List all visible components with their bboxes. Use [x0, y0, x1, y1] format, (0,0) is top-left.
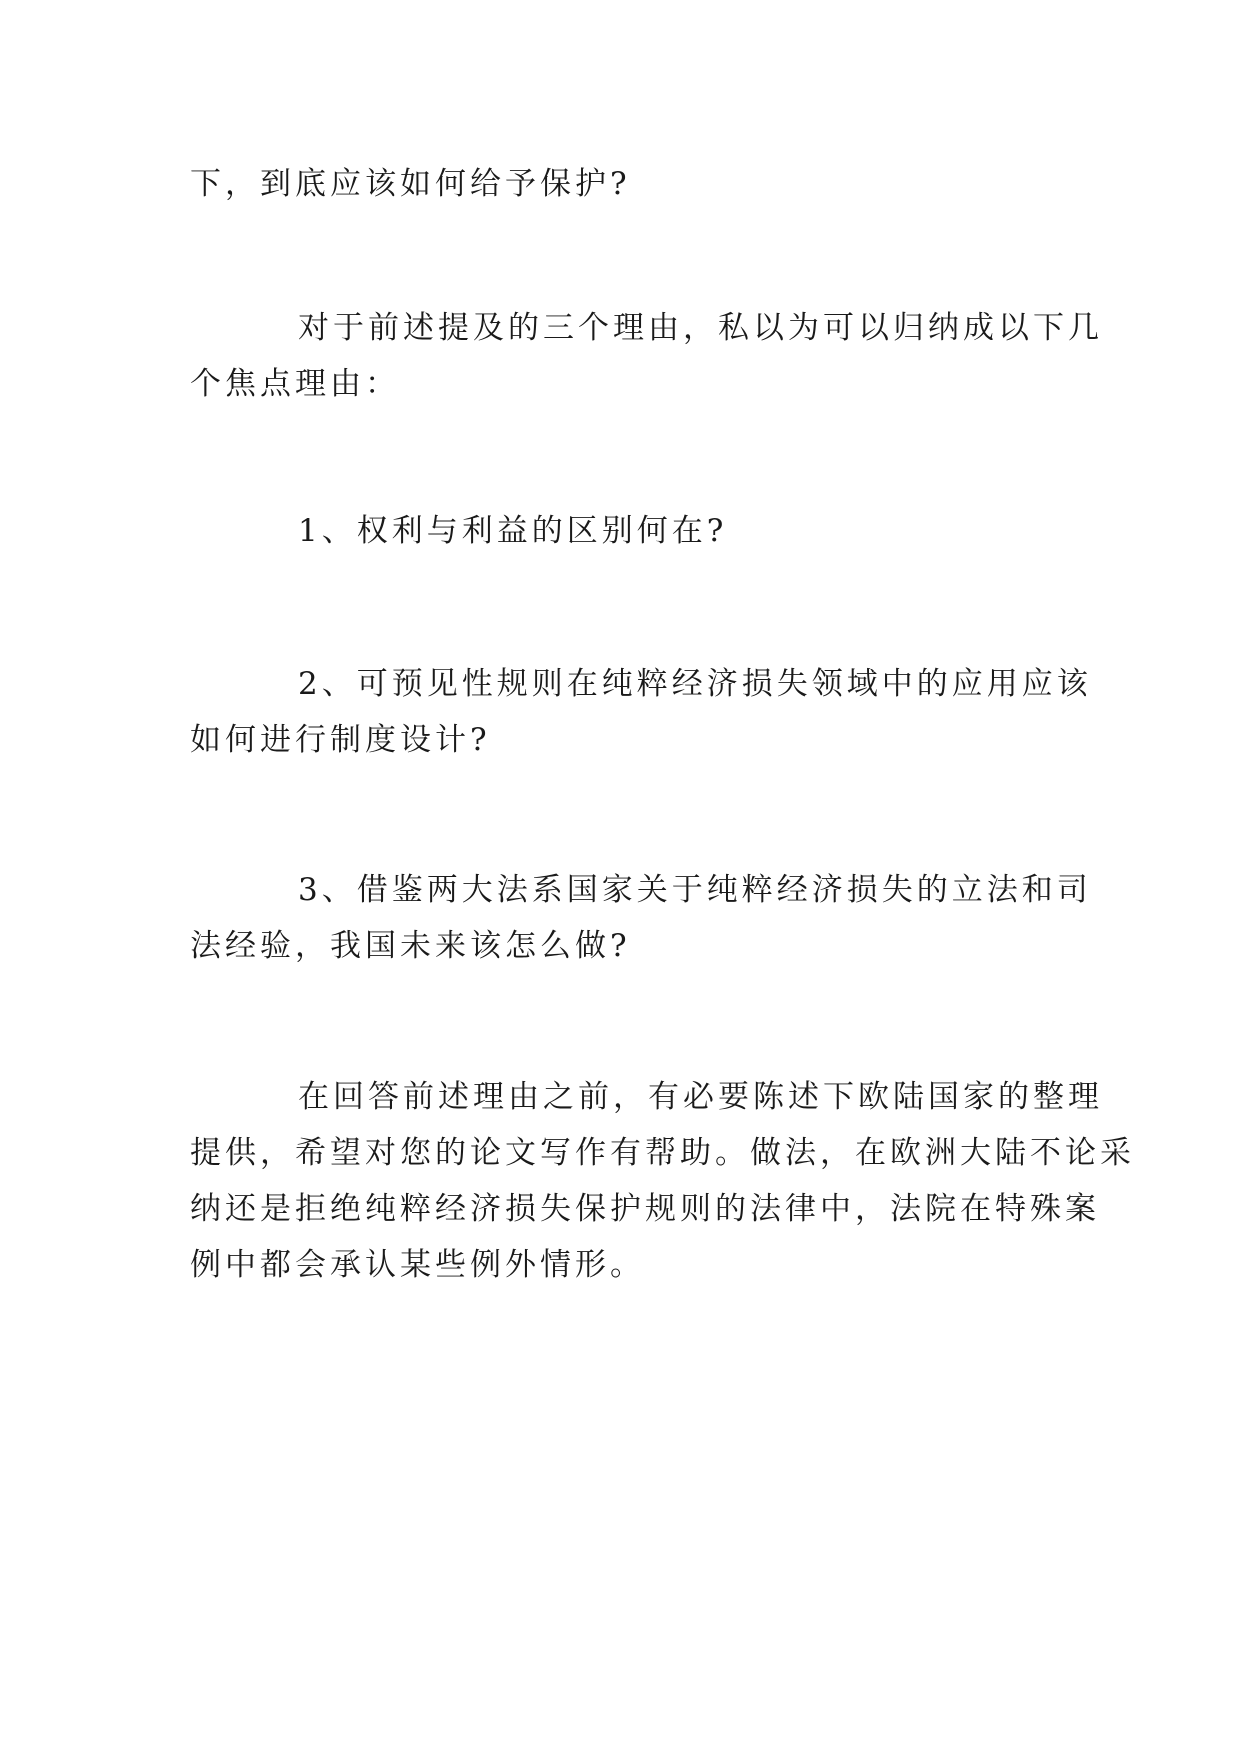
paragraph-1-line-1: 个焦点理由：: [190, 366, 400, 402]
paragraph-2-line-0: 1、权利与利益的区别何在?: [298, 513, 728, 549]
paragraph-5-line-0: 在回答前述理由之前，有必要陈述下欧陆国家的整理: [298, 1079, 1103, 1115]
paragraph-0-line-0: 下，到底应该如何给予保护?: [190, 166, 631, 202]
paragraph-1-line-0: 对于前述提及的三个理由，私以为可以归纳成以下几: [298, 310, 1103, 346]
paragraph-5-line-1: 提供，希望对您的论文写作有帮助。做法，在欧洲大陆不论采: [190, 1135, 1135, 1171]
paragraph-4-line-0: 3、借鉴两大法系国家关于纯粹经济损失的立法和司: [298, 872, 1092, 908]
paragraph-5-line-2: 纳还是拒绝纯粹经济损失保护规则的法律中，法院在特殊案: [190, 1191, 1100, 1227]
paragraph-5-line-3: 例中都会承认某些例外情形。: [190, 1247, 645, 1283]
paragraph-3-line-0: 2、可预见性规则在纯粹经济损失领域中的应用应该: [298, 666, 1092, 702]
paragraph-3-line-1: 如何进行制度设计?: [190, 722, 491, 758]
paragraph-4-line-1: 法经验，我国未来该怎么做?: [190, 928, 631, 964]
